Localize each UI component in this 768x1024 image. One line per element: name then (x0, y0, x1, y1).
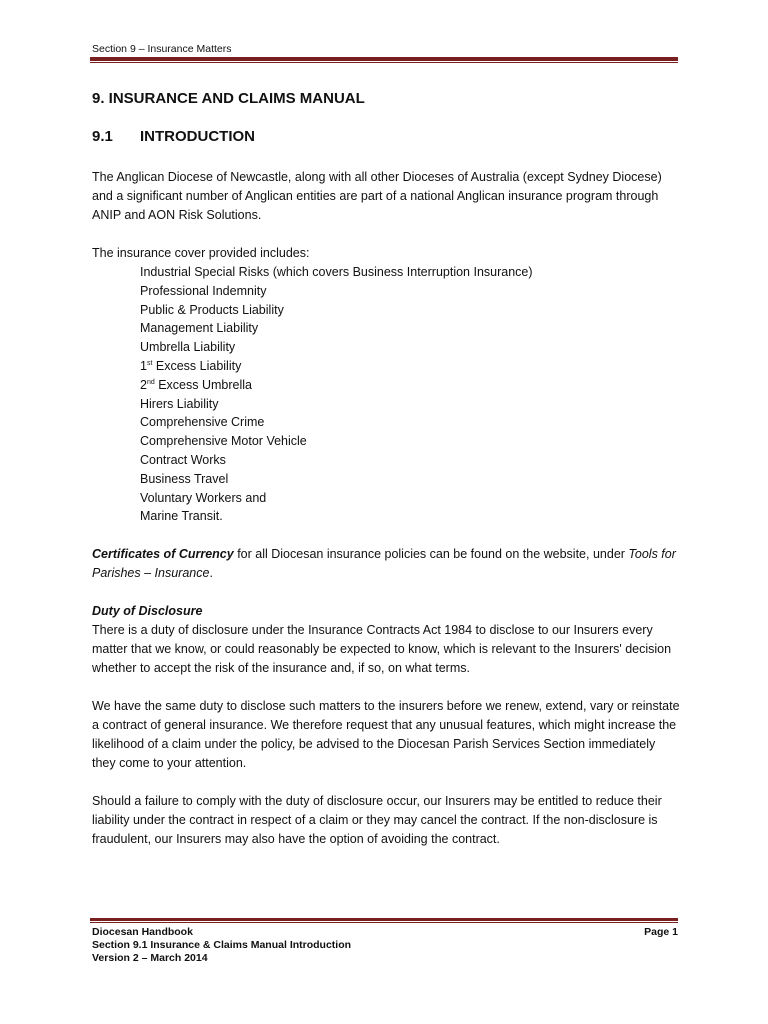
running-header: Section 9 – Insurance Matters (92, 43, 232, 55)
certificates-lead: Certificates of Currency (92, 547, 234, 562)
certificates-paragraph: Certificates of Currency for all Diocesan insurance policies can be found on the website, under Tools for Parishes – Insurance. (92, 547, 676, 581)
list-item: Hirers Liability (140, 396, 219, 411)
footer-rule-thin (90, 922, 678, 923)
footer-version: Version 2 – March 2014 (92, 952, 208, 964)
footer-section: Section 9.1 Insurance & Claims Manual Introduction (92, 939, 352, 951)
cover-list (140, 263, 682, 526)
section-title: INTRODUCTION (140, 128, 255, 145)
list-item: Contract Works (140, 452, 226, 467)
page-title: 9. INSURANCE AND CLAIMS MANUAL (92, 90, 365, 107)
list-item: Business Travel (140, 471, 229, 486)
list-item: Voluntary Workers and (140, 490, 267, 505)
cover-intro: The insurance cover provided includes: (92, 246, 310, 260)
header-rule (90, 57, 678, 61)
list-item: Professional Indemnity (140, 283, 267, 298)
list-item: Comprehensive Crime (140, 415, 265, 430)
page-footer (92, 926, 678, 965)
section-heading (92, 127, 682, 146)
list-item: Comprehensive Motor Vehicle (140, 434, 307, 449)
document-body (92, 89, 682, 868)
list-item: Umbrella Liability (140, 340, 236, 355)
disclosure-paragraph-3: Should a failure to comply with the duty of disclosure occur, our Insurers may be entitled to reduce their liability under the contract in respect of a claim or they may cancel the contract. If the non-disclosure is fraudulent, our Insurers may also have the option of avoiding the contract. (92, 794, 662, 847)
section-number: 9.1 (92, 128, 113, 145)
disclosure-paragraph-1: There is a duty of disclosure under the Insurance Contracts Act 1984 to disclose to our Insurers every matter that we know, or could reasonably be expected to know, which is relevant to the Insurers' decision whether to accept the risk of the insurance and, if so, on what terms. (92, 623, 672, 676)
list-item: Management Liability (140, 321, 259, 336)
list-item: Marine Transit. (140, 509, 223, 524)
intro-paragraph: The Anglican Diocese of Newcastle, along with all other Dioceses of Australia (except Sydney Diocese) and a significant number of Anglican entities are part of a national Anglican insurance program through ANIP and AON Risk Solutions. (92, 170, 662, 222)
list-item-excess-second: 2nd Excess Umbrella (140, 377, 252, 392)
footer-rule (90, 918, 678, 921)
page-number: Page 1 (644, 926, 678, 938)
header-rule-thin (90, 62, 678, 63)
list-item: Public & Products Liability (140, 302, 284, 317)
footer-handbook: Diocesan Handbook (92, 926, 193, 938)
disclosure-paragraph-2: We have the same duty to disclose such matters to the insurers before we renew, extend, vary or reinstate a contract of general insurance. We therefore request that any unusual features, which might increase the likelihood of a claim under the policy, be advised to the Diocesan Parish Services Section immediately they come to your attention. (92, 699, 680, 771)
tools-for-parishes-reference: Tools for Parishes – Insurance (92, 547, 676, 581)
list-item-excess-first: 1st Excess Liability (140, 358, 242, 373)
list-item: Industrial Special Risks (which covers Business Interruption Insurance) (140, 265, 533, 279)
disclosure-heading: Duty of Disclosure (92, 604, 203, 619)
